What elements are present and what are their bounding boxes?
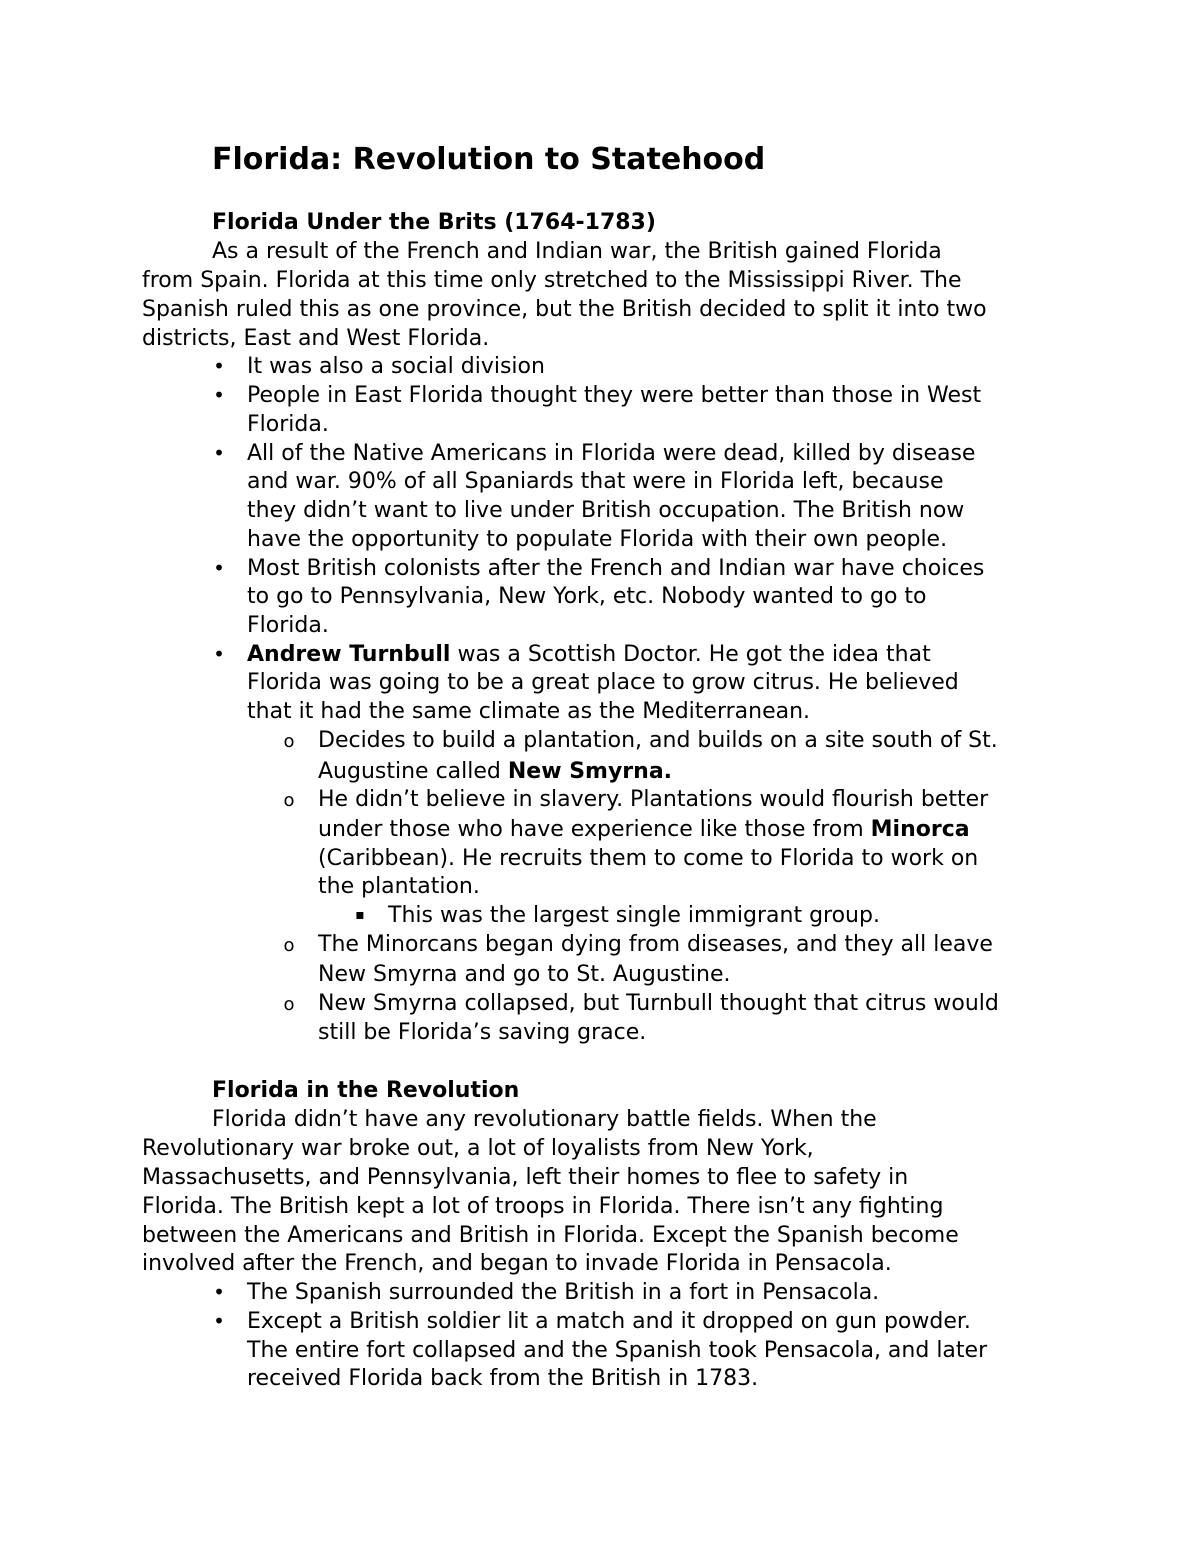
- bold-name-turnbull: Andrew Turnbull: [247, 642, 451, 667]
- bullet-item: It was also a social division: [247, 354, 545, 379]
- paragraph-line: Florida didn’t have any revolutionary battle fields. When the: [212, 1107, 877, 1132]
- bullet-item-continued: Florida.: [247, 412, 329, 437]
- bullet-item-text: was a Scottish Doctor. He got the idea that: [450, 642, 931, 667]
- paragraph-line: Massachusetts, and Pennsylvania, left their homes to flee to safety in: [142, 1165, 909, 1190]
- bold-place-new-smyrna: New Smyrna.: [507, 759, 673, 784]
- sub-bullet-item-continued: still be Florida’s saving grace.: [318, 1020, 647, 1045]
- paragraph-line: Florida. The British kept a lot of troops in Florida. There isn’t any fighting: [142, 1194, 944, 1219]
- bullet-marker: •: [213, 642, 225, 666]
- bullet-item: All of the Native Americans in Florida were dead, killed by disease: [247, 441, 976, 466]
- sub-bullet-item: Decides to build a plantation, and builds on a site south of St.: [318, 728, 998, 753]
- bullet-marker: •: [213, 1309, 225, 1333]
- section-heading-revolution: Florida in the Revolution: [212, 1078, 520, 1103]
- sub-bullet-item-continued: [318, 815, 970, 844]
- bullet-item: [247, 640, 931, 669]
- sub-bullet-text: under those who have experience like those from: [318, 817, 871, 842]
- sub-bullet-item-continued: [318, 757, 672, 786]
- paragraph-line: districts, East and West Florida.: [142, 326, 490, 351]
- bullet-marker: •: [213, 556, 225, 580]
- bullet-item-continued: to go to Pennsylvania, New York, etc. Nobody wanted to go to: [247, 584, 927, 609]
- sub-bullet-item-continued: New Smyrna and go to St. Augustine.: [318, 962, 731, 987]
- sub-bullet-item-continued: (Caribbean). He recruits them to come to Florida to work on: [318, 846, 979, 871]
- sub-bullet-marker: o: [283, 790, 295, 811]
- paragraph-line: involved after the French, and began to invade Florida in Pensacola.: [142, 1251, 892, 1276]
- sub-bullet-item: New Smyrna collapsed, but Turnbull thought that citrus would: [318, 991, 999, 1016]
- bullet-item-continued: Florida.: [247, 613, 329, 638]
- paragraph-line: between the Americans and British in Florida. Except the Spanish become: [142, 1223, 959, 1248]
- bullet-marker: •: [213, 441, 225, 465]
- bullet-item: Most British colonists after the French and Indian war have choices: [247, 556, 985, 581]
- bullet-marker: •: [213, 383, 225, 407]
- sub-bullet-item-continued: the plantation.: [318, 874, 480, 899]
- paragraph-line: Spanish ruled this as one province, but the British decided to split it into two: [142, 297, 987, 322]
- bullet-item-continued: and war. 90% of all Spaniards that were in Florida left, because: [247, 469, 944, 494]
- bullet-item: People in East Florida thought they were better than those in West: [247, 383, 982, 408]
- bullet-item-continued: that it had the same climate as the Mediterranean.: [247, 699, 811, 724]
- bullet-item: Except a British soldier lit a match and it dropped on gun powder.: [247, 1309, 971, 1334]
- sub-bullet-item: He didn’t believe in slavery. Plantations would flourish better: [318, 787, 989, 812]
- sub-bullet-marker: o: [283, 994, 295, 1015]
- bullet-item-continued: have the opportunity to populate Florida with their own people.: [247, 527, 948, 552]
- bullet-marker: •: [213, 354, 225, 378]
- bullet-item-continued: Florida was going to be a great place to grow citrus. He believed: [247, 670, 959, 695]
- square-bullet-marker: ▪: [355, 907, 365, 923]
- sub-bullet-item: The Minorcans began dying from diseases, and they all leave: [318, 932, 993, 957]
- bullet-item-continued: received Florida back from the British in 1783.: [247, 1366, 759, 1391]
- sub-bullet-marker: o: [283, 935, 295, 956]
- page-title: Florida: Revolution to Statehood: [212, 142, 766, 177]
- paragraph-line: Revolutionary war broke out, a lot of loyalists from New York,: [142, 1136, 814, 1161]
- sub-bullet-text: Augustine called: [318, 759, 508, 784]
- paragraph-line: As a result of the French and Indian war, the British gained Florida: [212, 239, 942, 264]
- bullet-marker: •: [213, 1280, 225, 1304]
- bold-place-minorca: Minorca: [870, 817, 970, 842]
- paragraph-line: from Spain. Florida at this time only stretched to the Mississippi River. The: [142, 268, 962, 293]
- sub-sub-bullet-item: This was the largest single immigrant group.: [388, 903, 880, 928]
- bullet-item: The Spanish surrounded the British in a fort in Pensacola.: [247, 1280, 880, 1305]
- section-heading-brits: Florida Under the Brits (1764-1783): [212, 210, 656, 235]
- bullet-item-continued: The entire fort collapsed and the Spanish took Pensacola, and later: [247, 1338, 988, 1363]
- sub-bullet-marker: o: [283, 731, 295, 752]
- bullet-item-continued: they didn’t want to live under British occupation. The British now: [247, 498, 965, 523]
